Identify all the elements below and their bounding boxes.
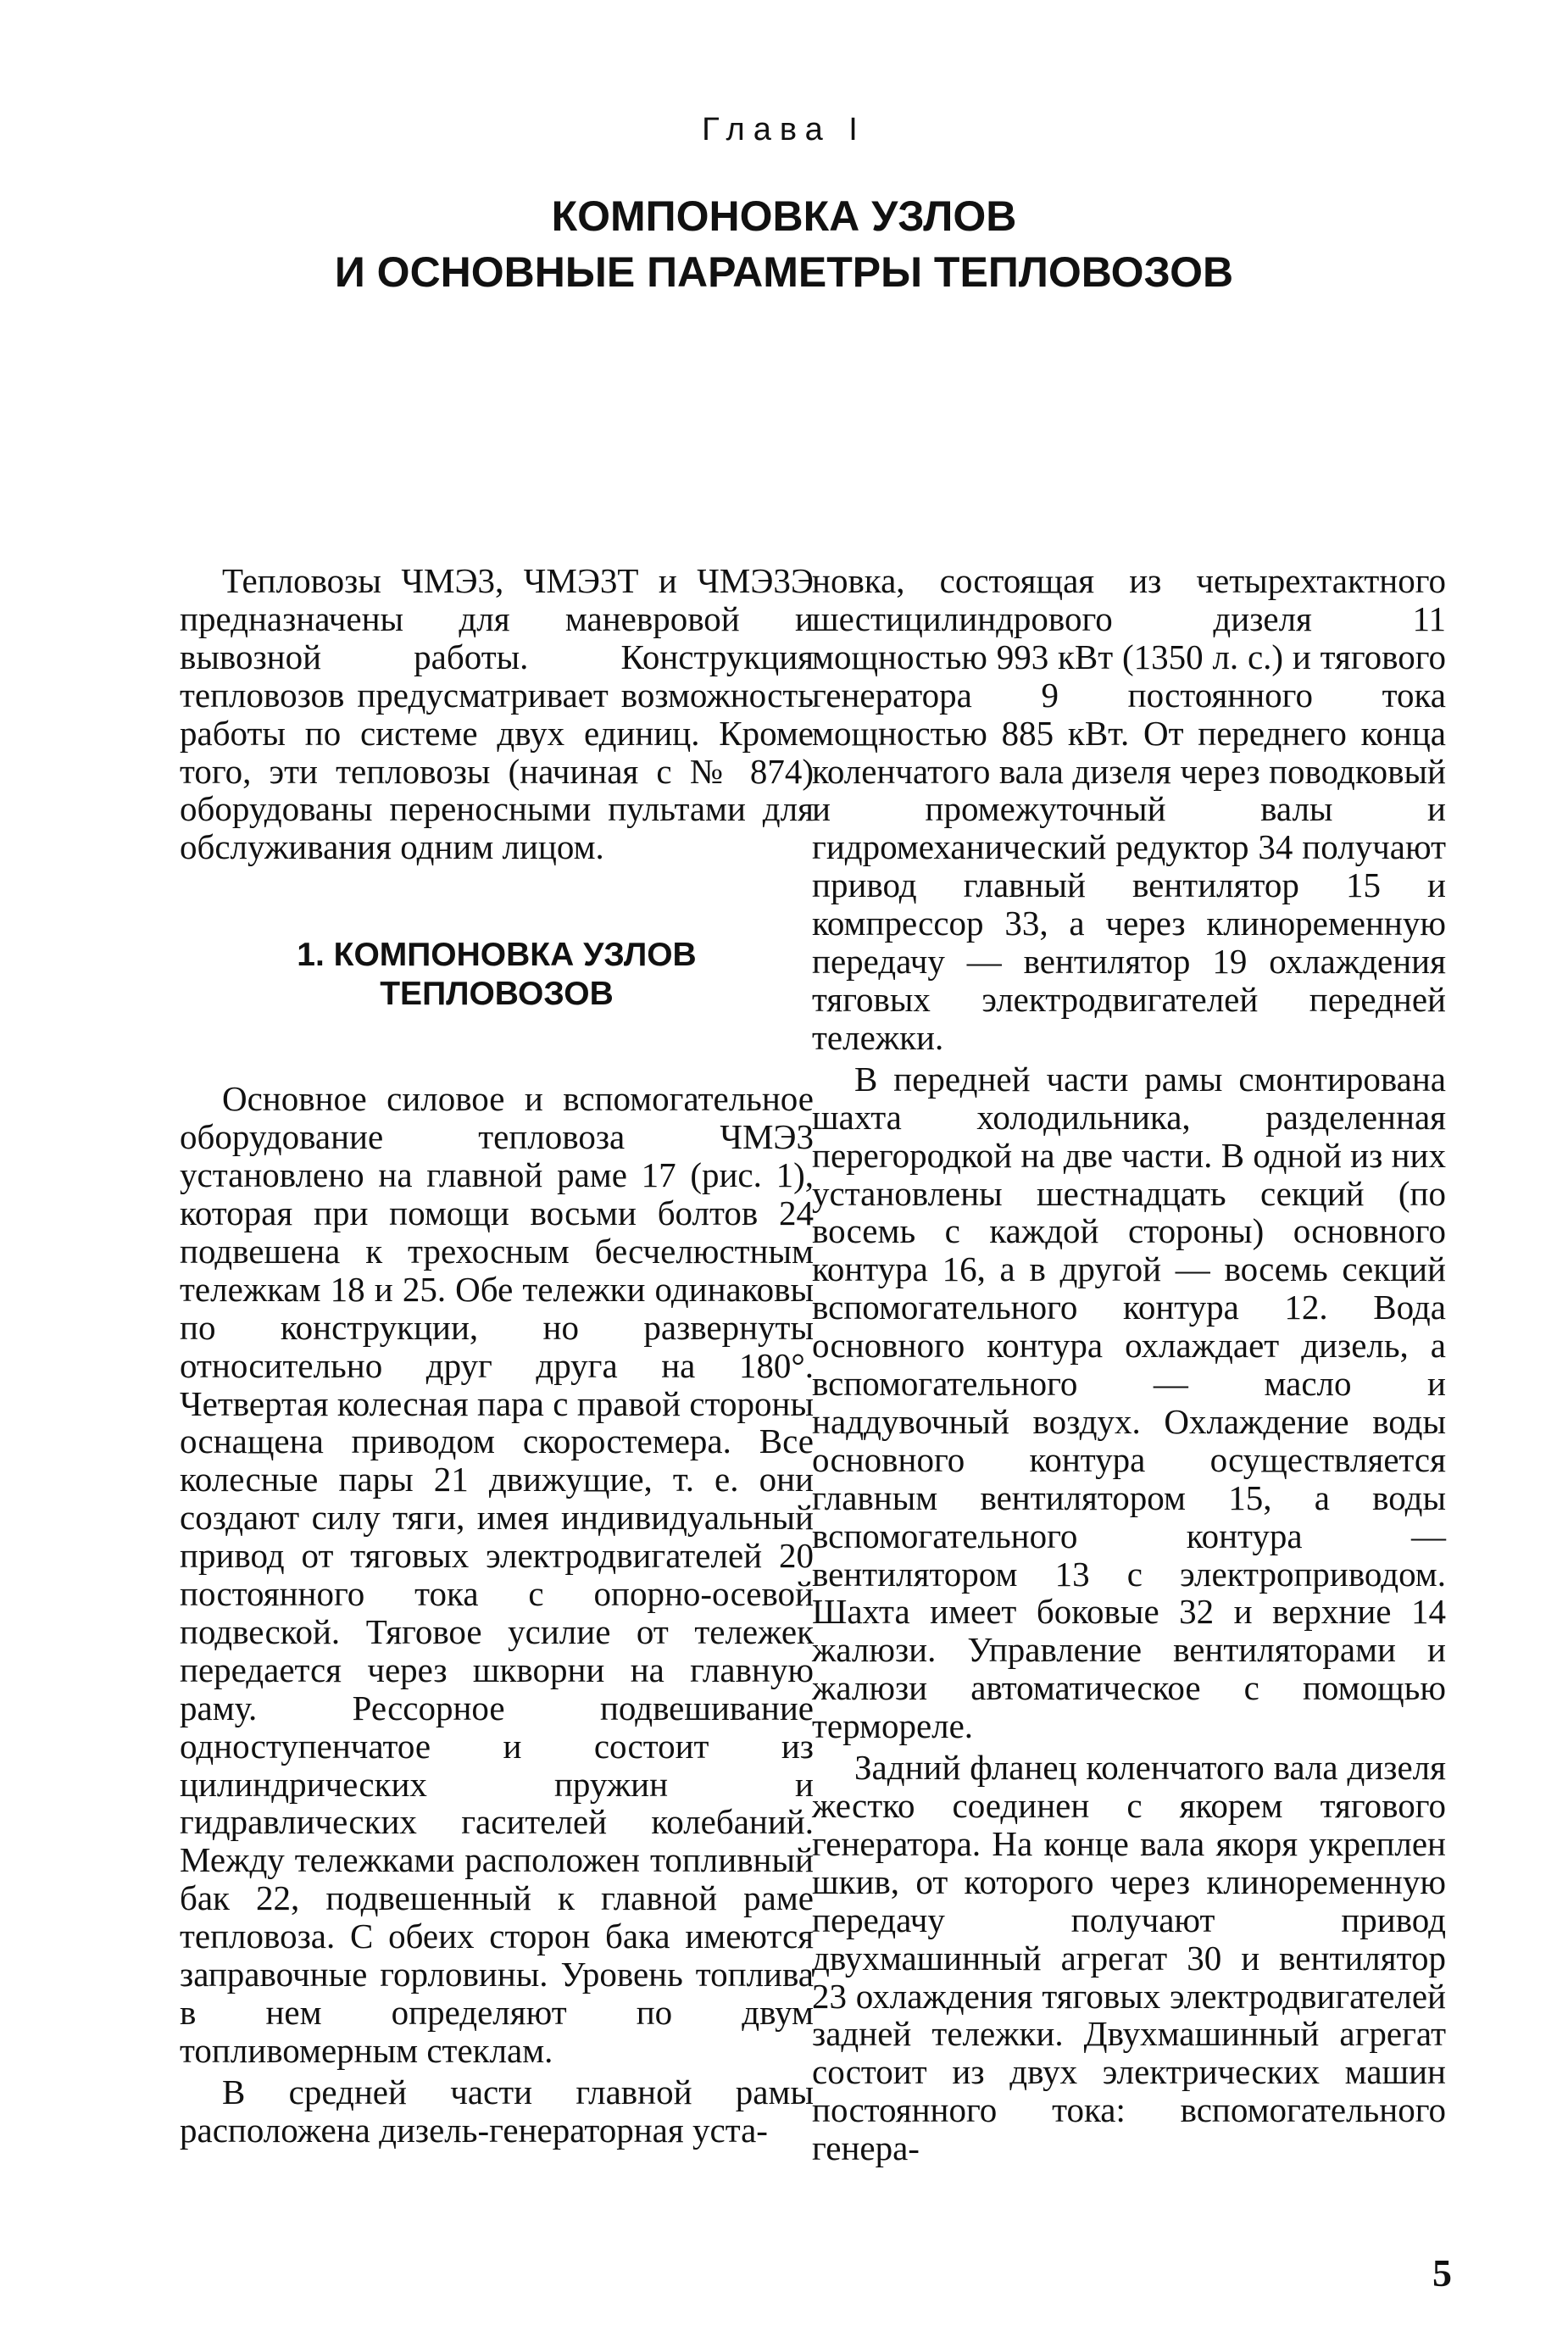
body-paragraph: новка, состоящая из четырехтактного шестицилиндрового дизеля 11 мощностью 993 кВт (1350 л. с.) и тягового генератора 9 постоянного тока мощностью 885 кВт. От переднего конца коленчатого вала дизеля через поводковый и промежуточный валы и гидромеханический редуктор 34 получают привод главный вентилятор 15 и компрессор 33, а через клиноременную передачу — вентилятор 19 охлаждения тяговых электродвигателей передней тележки. (812, 561, 1446, 1057)
body-paragraph: В передней части рамы смонтирована шахта холодильника, разделенная перегородкой на две части. В одной из них установлены шестнадцать секций (по восемь с каждой стороны) основного контура 16, а в другой — восемь секций вспомогательного контура 12. Вода основного контура охлаждает дизель, а вспомогательного — масло и наддувочный воздух. Охлаждение воды основного контура осуществляется главным вентилятором 15, а воды вспомогательного контура — вентилятором 13 с электроприводом. Шахта имеет боковые 32 и верхние 14 жалюзи. Управление вентиляторами и жалюзи автоматическое с помощью термореле. (812, 1059, 1446, 1746)
section-heading-line-1: 1. КОМПОНОВКА УЗЛОВ (297, 937, 697, 974)
body-paragraph: Задний фланец коленчатого вала дизеля жестко соединен с якорем тягового генератора. На конце вала якоря укреплен шкив, от которого через клиноременную передачу получают привод двухмашинный агрегат 30 и вентилятор 23 охлаждения тяговых электродвигателей задней тележки. Двухмашинный агрегат состоит из двух электрических машин постоянного тока: вспомогательного генера- (812, 1748, 1446, 2168)
body-paragraph: В средней части главной рамы расположена дизель-генераторная уста- (180, 2072, 814, 2150)
chapter-title (0, 188, 1568, 300)
intro-paragraph: Тепловозы ЧМЭ3, ЧМЭ3Т и ЧМЭ3Э предназначены для маневровой и вывозной работы. Конструкция тепловозов предусматривает возможность работы по системе двух единиц. Кроме того, эти тепловозы (начиная с № 874) оборудованы переносными пультами для обслуживания одним лицом. (180, 561, 814, 867)
right-column (812, 562, 1446, 2167)
left-column (180, 562, 814, 2150)
chapter-title-line-2: И ОСНОВНЫЕ ПАРАМЕТРЫ ТЕПЛОВОЗОВ (334, 248, 1234, 296)
chapter-title-line-1: КОМПОНОВКА УЗЛОВ (551, 192, 1017, 240)
chapter-label: Глава I (702, 112, 866, 147)
section-heading-line-2: ТЕПЛОВОЗОВ (380, 976, 614, 1013)
section-heading (180, 936, 814, 1014)
body-paragraph: Основное силовое и вспомогательное оборудование тепловоза ЧМЭ3 установлено на главной раме 17 (рис. 1), которая при помощи восьми болтов 24 подвешена к трехосным бесчелюстным тележкам 18 и 25. Обе тележки одинаковы по конструкции, но развернуты относительно друг друга на 180°. Четвертая колесная пара с правой стороны оснащена приводом скоростемера. Все колесные пары 21 движущие, т. е. они создают силу тяги, имея индивидуальный привод от тяговых электродвигателей 20 постоянного тока с опорно-осевой подвеской. Тяговое усилие от тележек передается через шкворни на главную раму. Рессорное подвешивание одноступенчатое и состоит из цилиндрических пружин и гидравлических гасителей колебаний. Между тележками расположен топливный бак 22, подвешенный к главной раме тепловоза. С обеих сторон бака имеются заправочные горловины. Уровень топлива в нем определяют по двум топливомерным стеклам. (180, 1079, 814, 2070)
page-number: 5 (1432, 2251, 1452, 2295)
